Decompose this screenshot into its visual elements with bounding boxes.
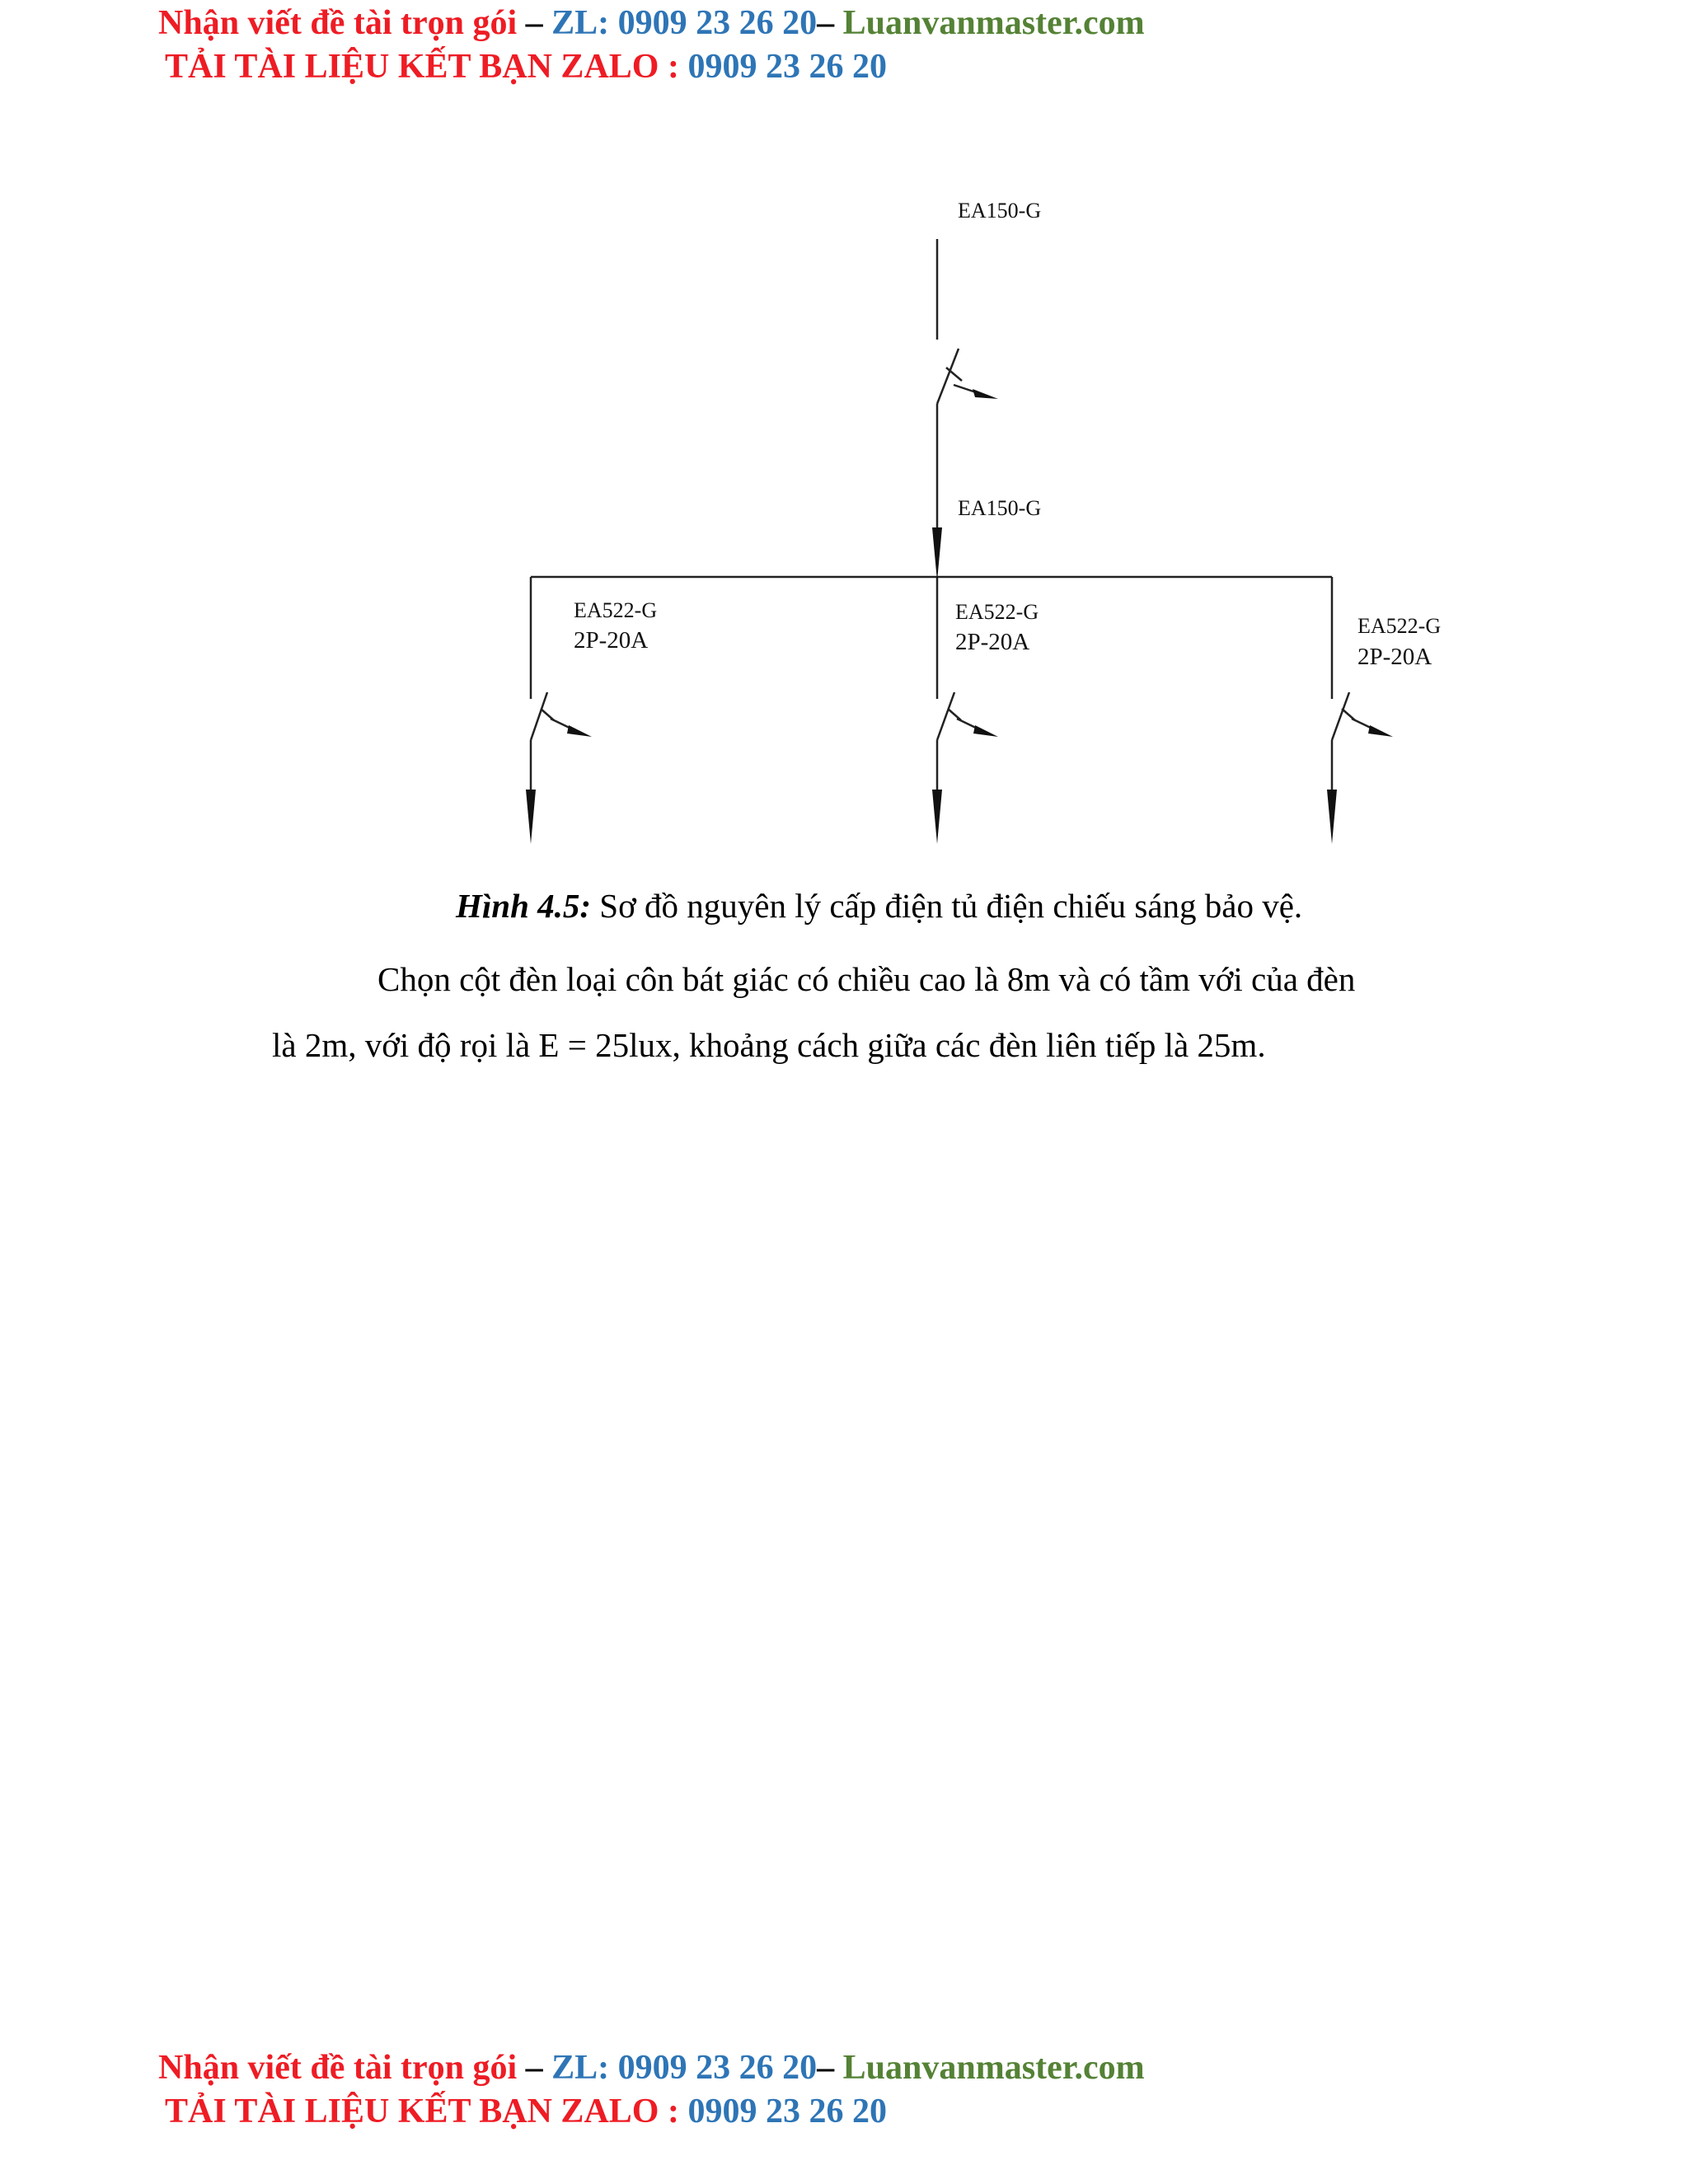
caption-label: Hình 4.5:	[456, 887, 592, 925]
branch-1-output-arrow-icon	[526, 790, 536, 844]
branch-2-output-arrow-icon	[932, 790, 942, 844]
branch-1-breaker	[531, 692, 573, 791]
banner-zalo-text: ZL: 0909 23 26 20	[551, 4, 818, 42]
banner-phone-text: 0909 23 26 20	[687, 2093, 887, 2130]
branch-3-model: EA522-G	[1357, 614, 1442, 638]
branch-3-breaker	[1332, 692, 1374, 791]
banner-dash: –	[817, 2049, 843, 2087]
branch-2-breaker	[937, 692, 979, 791]
banner-zalo-text: ZL: 0909 23 26 20	[551, 2049, 818, 2087]
branch-2-breaker-arrow-icon	[973, 725, 998, 737]
caption-text: Sơ đồ nguyên lý cấp điện tủ điện chiếu sáng bảo vệ.	[591, 887, 1303, 925]
wiring-diagram	[0, 0, 1688, 874]
main-down-arrow-icon	[932, 527, 942, 581]
banner-dash: –	[817, 4, 843, 42]
branch-2-model: EA522-G	[955, 600, 1039, 624]
branch-1-rating: 2P-20A	[574, 627, 649, 654]
top-breaker-label: EA150-G	[958, 199, 1042, 223]
footer-banner-line1	[158, 2046, 1688, 2089]
banner-phone-text: 0909 23 26 20	[687, 48, 887, 86]
branch-1-breaker-arrow-icon	[567, 725, 592, 737]
branch-2-rating: 2P-20A	[955, 629, 1030, 655]
banner-service-text: Nhận viết đề tài trọn gói	[158, 4, 526, 42]
banner-website-link[interactable]: Luanvanmaster.com	[842, 4, 1145, 42]
body-paragraph-line1: Chọn cột đèn loại côn bát giác có chiều cao là 8m và có tầm với của đèn	[377, 960, 1356, 998]
banner-download-text: TẢI TÀI LIỆU KẾT BẠN ZALO :	[165, 2093, 688, 2130]
branch-3-output-arrow-icon	[1327, 790, 1337, 844]
banner-dash: –	[525, 4, 552, 42]
banner-download-text: TẢI TÀI LIỆU KẾT BẠN ZALO :	[165, 48, 688, 86]
branch-1-model: EA522-G	[574, 598, 658, 622]
footer-banner-line2	[165, 2090, 1688, 2133]
branch-3-breaker-arrow-icon	[1368, 725, 1393, 737]
main-breaker-arrow-icon	[973, 389, 998, 399]
banner-service-text: Nhận viết đề tài trọn gói	[158, 2049, 526, 2087]
figure-caption	[456, 886, 1302, 926]
middle-breaker-label: EA150-G	[958, 496, 1042, 520]
banner-dash: –	[525, 2049, 552, 2087]
banner-website-link[interactable]: Luanvanmaster.com	[842, 2049, 1145, 2087]
body-paragraph-line2: là 2m, với độ rọi là E = 25lux, khoảng cách giữa các đèn liên tiếp là 25m.	[272, 1026, 1266, 1064]
branch-3-rating: 2P-20A	[1357, 644, 1432, 670]
